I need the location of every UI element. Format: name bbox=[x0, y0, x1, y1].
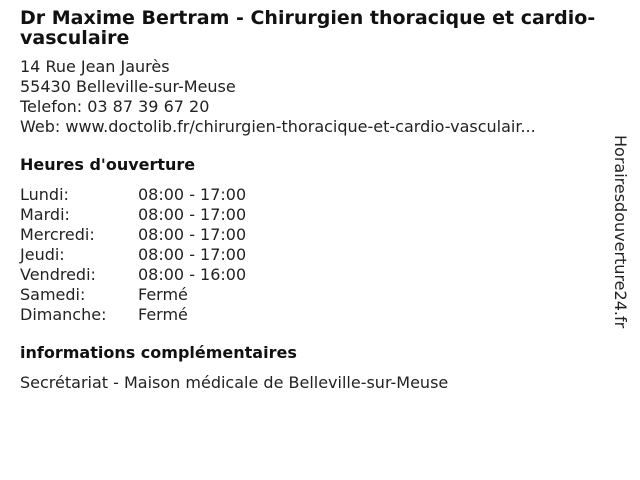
day-label: Vendredi: bbox=[20, 265, 96, 284]
hours-row-samedi bbox=[20, 285, 605, 305]
hours-table bbox=[20, 185, 605, 325]
day-label: Jeudi: bbox=[20, 245, 65, 264]
hours-row-lundi bbox=[20, 185, 605, 205]
day-label: Samedi: bbox=[20, 285, 86, 304]
day-hours: 08:00 - 16:00 bbox=[138, 265, 247, 284]
day-hours: 08:00 - 17:00 bbox=[138, 205, 247, 224]
hours-row-jeudi bbox=[20, 245, 605, 265]
address-block bbox=[20, 57, 605, 137]
info-text: Secrétariat - Maison médicale de Belleville-sur-Meuse bbox=[20, 373, 449, 392]
website-link[interactable]: Web: www.doctolib.fr/chirurgien-thoracique-et-cardio-vasculair... bbox=[20, 117, 536, 136]
street-address: 14 Rue Jean Jaurès bbox=[20, 57, 170, 76]
listing-page bbox=[20, 8, 605, 393]
day-label: Dimanche: bbox=[20, 305, 107, 324]
page-title: Dr Maxime Bertram - Chirurgien thoracique et cardio-vasculaire bbox=[20, 7, 596, 49]
day-label: Mardi: bbox=[20, 205, 70, 224]
hours-row-mercredi bbox=[20, 225, 605, 245]
day-label: Mercredi: bbox=[20, 225, 95, 244]
day-hours: Fermé bbox=[138, 305, 188, 324]
hours-row-vendredi bbox=[20, 265, 605, 285]
city-address: 55430 Belleville-sur-Meuse bbox=[20, 77, 236, 96]
day-hours: 08:00 - 17:00 bbox=[138, 185, 247, 204]
hours-heading: Heures d'ouverture bbox=[20, 155, 196, 174]
info-heading: informations complémentaires bbox=[20, 343, 297, 362]
site-watermark: Horairesdouverture24.fr bbox=[611, 135, 630, 329]
hours-row-dimanche bbox=[20, 305, 605, 325]
day-hours: 08:00 - 17:00 bbox=[138, 225, 247, 244]
hours-row-mardi bbox=[20, 205, 605, 225]
day-hours: 08:00 - 17:00 bbox=[138, 245, 247, 264]
day-hours: Fermé bbox=[138, 285, 188, 304]
phone-number[interactable]: Telefon: 03 87 39 67 20 bbox=[20, 97, 210, 116]
day-label: Lundi: bbox=[20, 185, 69, 204]
